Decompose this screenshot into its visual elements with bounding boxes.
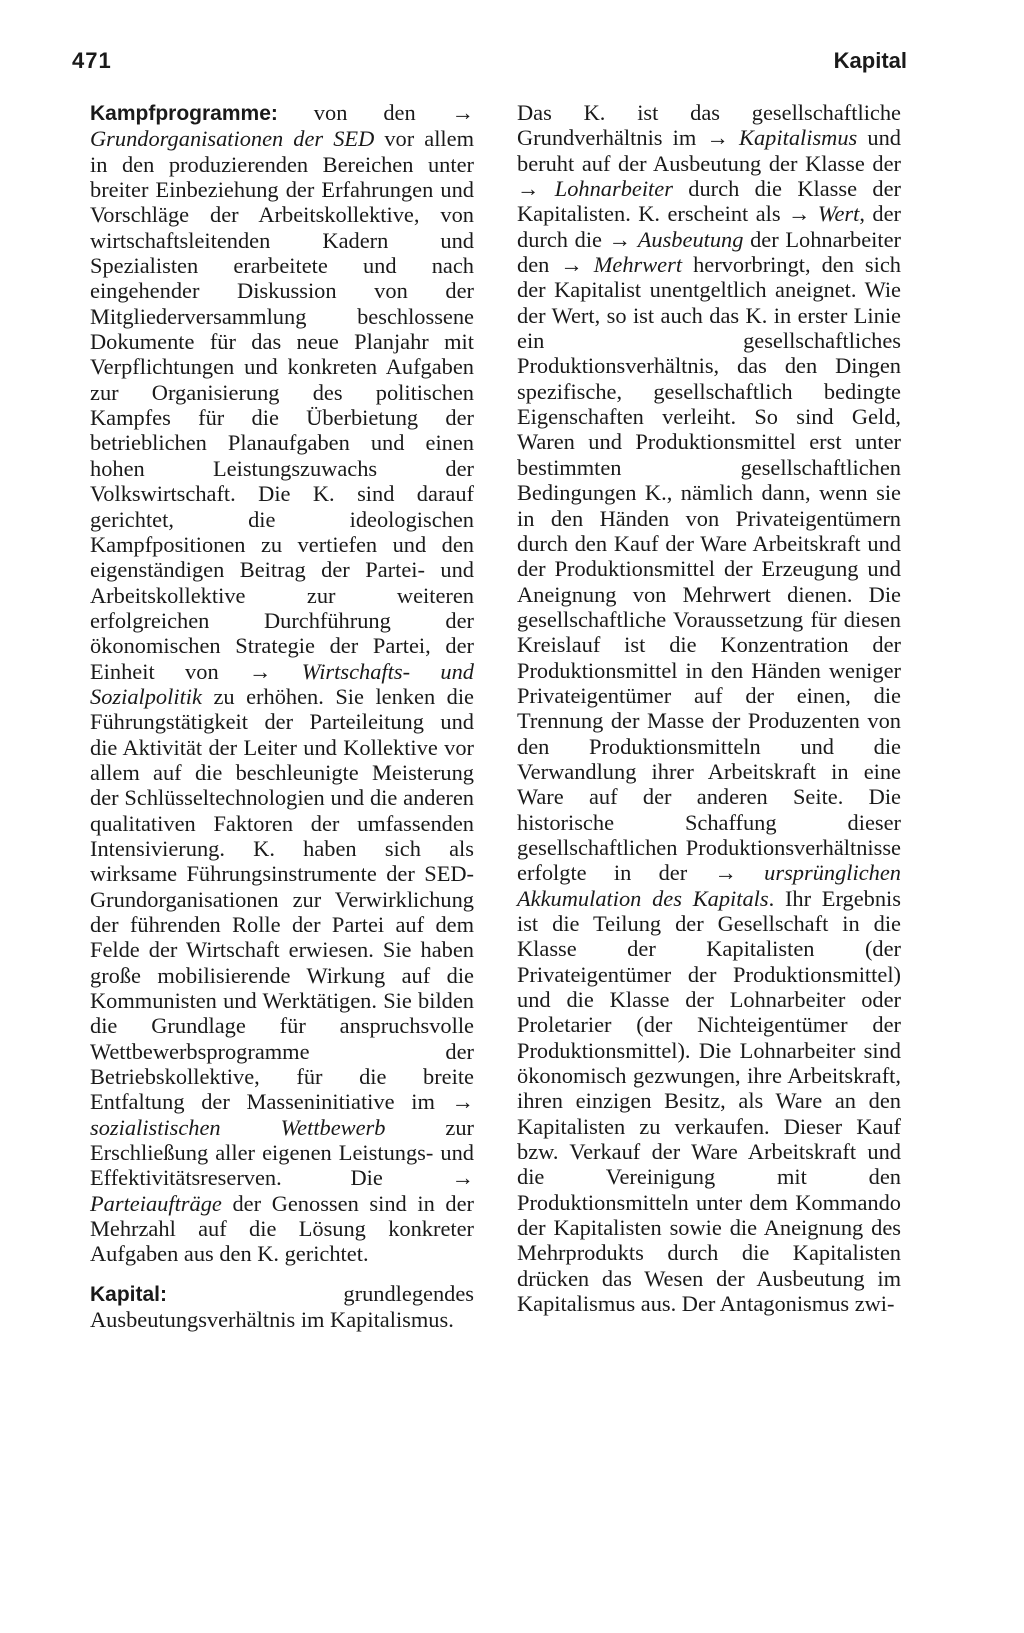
entry-kampfprogramme xyxy=(90,100,474,1267)
arrow-icon: → xyxy=(608,226,638,252)
cross-reference-kapitalismus[interactable] xyxy=(706,125,857,150)
entry-kapital xyxy=(90,1281,474,1333)
arrow-icon: → xyxy=(706,125,740,151)
entry-text: . Ihr Ergebnis ist die Teilung der Gesellschaft in die Klasse der Kapitalisten (der Privateigentümer der Produktionsmittel) und die Klasse der Lohnarbeiter oder Proletarier (der Nichteigentümer der Produktionsmittel). Die Lohnarbeiter sind ökonomisch gezwungen, ihre Arbeitskraft, ihren einzigen Besitz, als Ware an den Kapitalisten zu verkaufen. Dieser Kauf bzw. Verkauf der Ware Arbeitskraft und die Vereinigung mit den Produktionsmitteln unter dem Kommando der Kapitalisten sowie die Aneignung des Mehrprodukts durch die Kapitalisten drücken das Wesen der Ausbeutung im Kapitalismus aus. Der Antagonismus zwi- xyxy=(517,885,901,1317)
entry-text: , der durch die xyxy=(517,201,901,252)
cross-reference-label: Wert xyxy=(817,201,860,227)
entry-text: der Lohnarbeiter den xyxy=(517,226,901,278)
entry-kapital-continued xyxy=(517,100,901,1317)
cross-reference-mehrwert[interactable] xyxy=(560,252,682,277)
entry-text: und beruht auf der Ausbeutung der Klasse der xyxy=(517,125,901,176)
cross-reference-lohnarbeiter[interactable] xyxy=(517,176,673,201)
cross-reference-label: Grundorganisationen der SED xyxy=(90,126,375,152)
cross-reference-label: ursprünglichen Akkumulation des Kapitals xyxy=(517,860,901,911)
cross-reference-label: Kapitalismus xyxy=(739,125,858,151)
right-column xyxy=(517,100,901,1317)
cross-reference-label: sozialistischen Wettbewerb xyxy=(90,1114,386,1140)
headword-kampfprogramme: Kampfprogramme: xyxy=(90,102,278,125)
arrow-icon: → xyxy=(451,100,474,125)
entry-text: von den xyxy=(277,100,452,125)
entry-text: vor allem in den produzierenden Bereichen unter breiter Einbeziehung der Erfahrungen und Vorschläge der Arbeitskollektive, von wirtschaftsleitenden Kadern und Spezialisten erarbeitete und nach eingehender Diskussion von der Mitgliederversammlung beschlossene Dokumente für das neue Planjahr mit Verpflichtungen und konkreten Aufgaben zur Organisierung des politischen Kampfes für die Überbietung der betrieblichen Planaufgaben und einen hohen Leistungszuwachs der Volkswirtschaft. Die K. sind darauf gerichtet, die ideologischen Kampfpositionen zu vertiefen und den eigenständigen Beitrag der Partei- und Arbeitskollektive zur weiteren erfolgreichen Durchführung der ökonomischen Strategie der Partei, der Einheit von xyxy=(90,126,474,684)
running-head: Kapital xyxy=(833,48,907,73)
entry-text: Das K. ist das gesellschaftliche Grundverhältnis im xyxy=(517,100,901,151)
arrow-icon: → xyxy=(517,176,555,202)
entry-text: zu erhöhen. Sie lenken die Führungstätigkeit der Parteileitung und die Aktivität der Leiter und Kollektive vor allem auf die beschleunigte Meisterung der Schlüsseltechnologien und die anderen qualitativen Faktoren der umfassenden Intensivierung. K. haben sich als wirksame Führungsinstrumente der SED-Grundorganisationen zur Verwirklichung der führenden Rolle der Partei auf dem Felde der Wirtschaft erwiesen. Sie haben große mobilisierende Wirkung auf die Kommunisten und Werktätigen. Sie bilden die Grundlage für anspruchsvolle Wettbewerbsprogramme der Betriebskollektive, für die breite Entfaltung der Masseninitiative im xyxy=(90,683,474,1115)
cross-reference-ausbeutung[interactable] xyxy=(609,227,744,252)
cross-reference-label: Ausbeutung xyxy=(637,226,744,252)
page-number: 471 xyxy=(72,48,112,73)
cross-reference-wert[interactable] xyxy=(788,201,859,226)
entry-text: grundlegendes Ausbeutungsverhältnis im Kapitalismus. xyxy=(90,1280,474,1333)
arrow-icon: → xyxy=(788,201,818,227)
entry-text: hervorbringt, den sich der Kapitalist unentgeltlich aneignet. Wie der Wert, so ist auch das K. in erster Linie ein gesellschaftliches Produktionsverhältnis, das den Dingen spezifische, gesellschaftlich bedingte Eigenschaften verleiht. So sind Geld, Waren und Produktionsmittel erst unter bestimmten gesellschaftlichen Bedingungen K., nämlich dann, wenn sie in den Händen von Privateigentümern durch den Kauf der Ware Arbeitskraft und der Produktionsmittel der Erzeugung und Aneignung von Mehrwert dienen. Die gesellschaftliche Voraussetzung für diesen Kreislauf ist die Konzentration der Produktionsmittel in den Händen weniger Privateigentümer auf der einen, die Trennung der Masse der Produzenten von den Produktionsmitteln und die Verwandlung ihrer Arbeitskraft in eine Ware auf der anderen Seite. Die historische Schaffung dieser gesellschaftlichen Produktionsverhältnisse erfolgte in der xyxy=(517,252,901,886)
arrow-icon: → xyxy=(249,658,302,684)
arrow-icon: → xyxy=(451,1165,474,1191)
entry-text: durch die Klasse der Kapitalisten. K. erscheint als xyxy=(517,176,901,227)
headword-kapital: Kapital: xyxy=(90,1282,168,1306)
arrow-icon: → xyxy=(451,1089,474,1115)
cross-reference-label: Lohnarbeiter xyxy=(554,176,673,202)
cross-reference-label: Mehrwert xyxy=(593,252,683,278)
left-column xyxy=(90,100,474,1333)
arrow-icon: → xyxy=(714,860,765,886)
arrow-icon: → xyxy=(560,252,594,278)
cross-reference-label: Parteiaufträge xyxy=(90,1190,222,1216)
entry-text: zur Erschließung aller eigenen Leistungs- und Effektivitätsreserven. Die xyxy=(90,1114,475,1191)
cross-reference-label: Wirtschafts- und Sozialpolitik xyxy=(90,658,474,709)
entry-text: der Genossen sind in der Mehrzahl auf die Lösung konkreter Aufgaben aus den K. gerichtet. xyxy=(90,1190,474,1267)
